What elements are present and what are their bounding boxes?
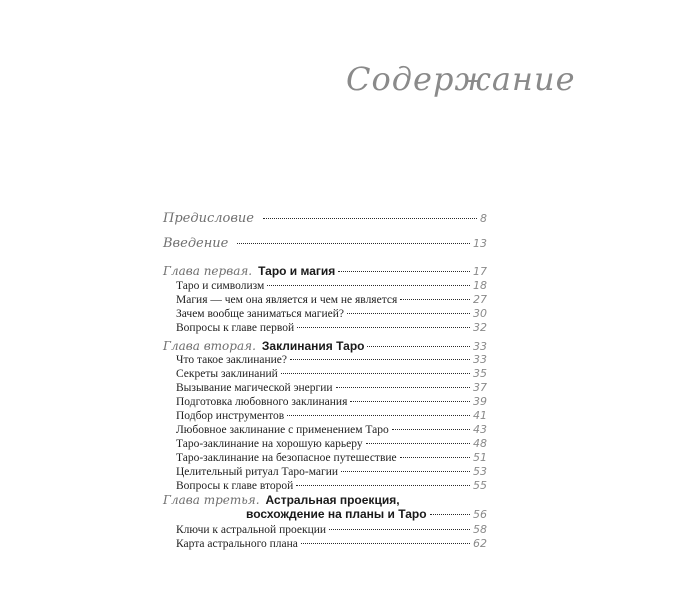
toc-page-number: 39 xyxy=(473,395,487,408)
toc-page-number: 35 xyxy=(473,367,487,380)
leader-dots xyxy=(281,373,470,374)
leader-dots xyxy=(341,471,470,472)
toc-entry-label: Вопросы к главе второй xyxy=(176,480,294,492)
leader-dots xyxy=(329,529,470,530)
toc-entry-label: Таро-заклинание на хорошую карьеру xyxy=(176,438,363,450)
toc-chapter-3-line1[interactable] xyxy=(163,493,487,507)
toc-page-number: 30 xyxy=(473,307,487,320)
toc-entry-label: Ключи к астральной проекции xyxy=(176,524,327,536)
toc-page-number: 58 xyxy=(473,523,487,536)
toc-subentry[interactable] xyxy=(176,423,487,437)
toc-subentry[interactable] xyxy=(176,479,487,493)
toc-page-number: 62 xyxy=(473,537,487,550)
leader-dots xyxy=(338,271,470,272)
leader-dots xyxy=(400,457,470,458)
chapter-prefix: Глава вторая. xyxy=(163,339,256,353)
toc-page-number: 33 xyxy=(473,340,487,353)
toc-entry-label: Таро-заклинание на безопасное путешествие xyxy=(176,452,397,464)
toc-entry-label: Подбор инструментов xyxy=(176,410,285,422)
leader-dots xyxy=(297,327,470,328)
toc-entry-label: Магия — чем она является и чем не является xyxy=(176,294,398,306)
toc-subentry[interactable] xyxy=(176,537,487,551)
toc-entry-label: Предисловие xyxy=(163,211,254,226)
toc-subentry[interactable] xyxy=(176,279,487,293)
toc-page-number: 32 xyxy=(473,321,487,334)
toc-entry-label: Секреты заклинаний xyxy=(176,368,278,380)
toc-entry-intro[interactable] xyxy=(163,237,487,251)
toc-subentry[interactable] xyxy=(176,523,487,537)
leader-dots xyxy=(336,387,470,388)
toc-page-number: 56 xyxy=(473,508,487,521)
toc-subentry[interactable] xyxy=(176,293,487,307)
toc-page-number: 17 xyxy=(473,265,487,278)
toc-page-number: 8 xyxy=(480,212,487,225)
toc-entry-label: Подготовка любовного заклинания xyxy=(176,396,348,408)
toc-chapter-1[interactable] xyxy=(163,264,487,279)
toc-page-number: 41 xyxy=(473,409,487,422)
toc-entry-label: Вызывание магической энергии xyxy=(176,382,333,394)
chapter-prefix: Глава первая. xyxy=(163,264,253,278)
chapter-title: восхождение на планы и Таро xyxy=(246,507,427,521)
toc-page-number: 13 xyxy=(473,237,487,250)
toc-entry-label: Что такое заклинание? xyxy=(176,354,288,366)
toc-subentry[interactable] xyxy=(176,307,487,321)
toc-entry-label: Зачем вообще заниматься магией? xyxy=(176,308,345,320)
toc-entry-label: Любовное заклинание с применением Таро xyxy=(176,424,389,436)
chapter-title: Астральная проекция, xyxy=(265,493,400,507)
toc-page-number: 18 xyxy=(473,279,487,292)
toc-page-number: 53 xyxy=(473,465,487,478)
toc-page-number: 27 xyxy=(473,293,487,306)
toc-entry-preface[interactable] xyxy=(163,212,487,226)
toc-subentry[interactable] xyxy=(176,353,487,367)
toc-subentry[interactable] xyxy=(176,409,487,423)
leader-dots xyxy=(350,401,470,402)
leader-dots xyxy=(290,359,470,360)
toc-subentry[interactable] xyxy=(176,381,487,395)
toc-entry-label: Вопросы к главе первой xyxy=(176,322,295,334)
toc-page-number: 37 xyxy=(473,381,487,394)
leader-dots xyxy=(287,415,470,416)
toc-page-number: 48 xyxy=(473,437,487,450)
toc-entry-label: Карта астрального плана xyxy=(176,538,298,550)
leader-dots xyxy=(347,313,470,314)
toc-chapter-3-line2[interactable] xyxy=(246,507,487,522)
toc-chapter-2[interactable] xyxy=(163,339,487,354)
toc-entry-label: Таро и символизм xyxy=(176,280,265,292)
toc-subentry[interactable] xyxy=(176,465,487,479)
leader-dots xyxy=(367,346,470,347)
leader-dots xyxy=(267,285,470,286)
toc-subentry[interactable] xyxy=(176,437,487,451)
leader-dots xyxy=(366,443,470,444)
toc-subentry[interactable] xyxy=(176,451,487,465)
chapter-title: Заклинания Таро xyxy=(261,339,365,353)
leader-dots xyxy=(430,514,470,515)
toc-subentry[interactable] xyxy=(176,367,487,381)
leader-dots xyxy=(237,243,470,244)
leader-dots xyxy=(400,299,470,300)
toc-page-number: 51 xyxy=(473,451,487,464)
page-title: Содержание xyxy=(346,60,576,98)
leader-dots xyxy=(392,429,470,430)
toc-subentry[interactable] xyxy=(176,321,487,335)
toc-page-number: 55 xyxy=(473,479,487,492)
toc-page-number: 33 xyxy=(473,353,487,366)
leader-dots xyxy=(301,543,470,544)
leader-dots xyxy=(296,485,470,486)
toc-entry-label: Введение xyxy=(163,236,229,251)
chapter-prefix: Глава третья. xyxy=(163,493,260,507)
toc-subentry[interactable] xyxy=(176,395,487,409)
leader-dots xyxy=(263,218,477,219)
chapter-title: Таро и магия xyxy=(258,264,336,278)
toc-entry-label: Целительный ритуал Таро-магии xyxy=(176,466,339,478)
toc-page-number: 43 xyxy=(473,423,487,436)
